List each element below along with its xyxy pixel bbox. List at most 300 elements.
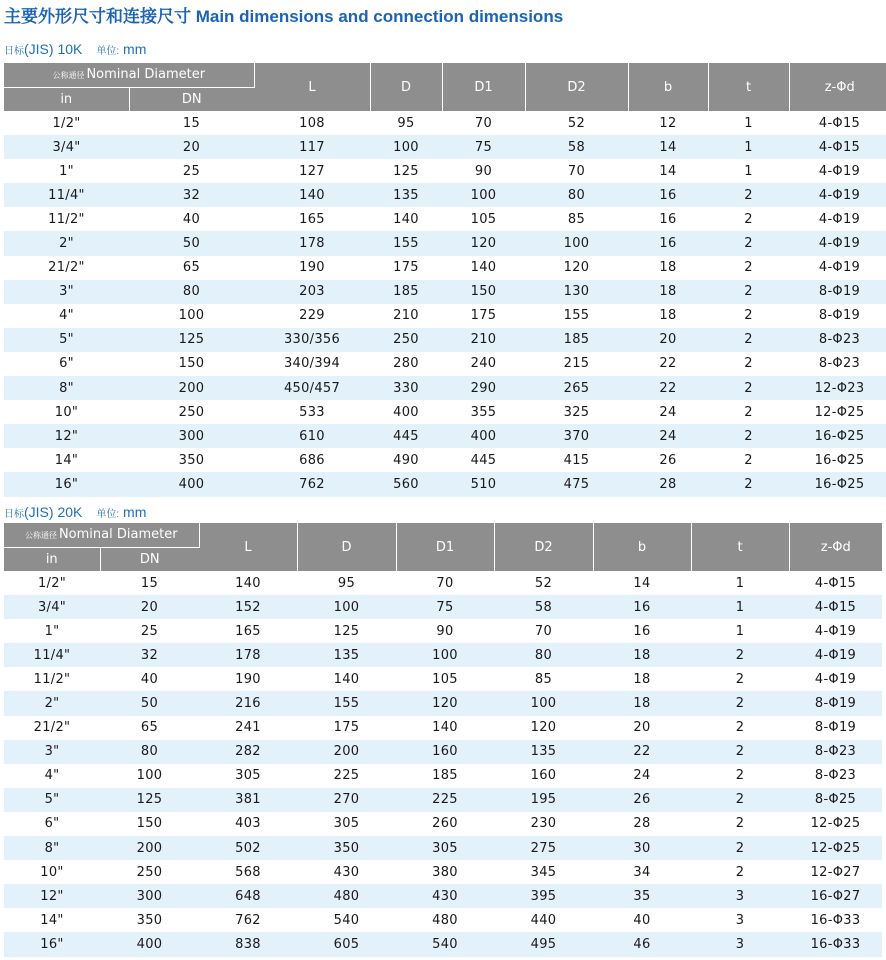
table-cell: 155 xyxy=(563,308,590,324)
table-cell: 210 xyxy=(442,328,525,352)
table-row xyxy=(4,595,882,619)
table-cell: 270 xyxy=(297,788,396,812)
col-header-dn: DN xyxy=(100,547,199,571)
table-cell: 70 xyxy=(436,575,454,591)
table-cell: 250 xyxy=(178,404,205,420)
table-cell: 16-Φ33 xyxy=(789,932,882,956)
table-cell: 125 xyxy=(129,328,254,352)
table-cell: 540 xyxy=(396,932,494,956)
table-cell: 25 xyxy=(140,623,159,639)
table-cell: 290 xyxy=(442,376,525,400)
nominal-diameter-header: 公称通径 Nominal Diameter xyxy=(4,523,199,547)
col-header-in: in xyxy=(4,87,129,111)
table-cell: 4-Φ19 xyxy=(789,643,882,667)
table-cell: 540 xyxy=(333,912,360,928)
table-row xyxy=(4,932,882,956)
table-cell: 140 xyxy=(235,575,261,591)
table-cell: 1 xyxy=(708,135,789,159)
table-cell: 4-Φ15 xyxy=(814,575,857,591)
nominal-diameter-header: 公称通径 Nominal Diameter xyxy=(4,63,254,87)
table-row xyxy=(4,836,882,860)
table-cell: 605 xyxy=(297,932,396,956)
table-cell: 12" xyxy=(4,424,129,448)
table-cell: 16 xyxy=(628,231,708,255)
table-cell: 14" xyxy=(54,452,79,468)
table-cell: 3/4" xyxy=(4,135,129,159)
table-cell: 1" xyxy=(44,623,60,639)
table-cell: 502 xyxy=(199,836,297,860)
table-cell: 241 xyxy=(235,720,261,736)
table-cell: 4-Φ15 xyxy=(818,115,861,131)
table-cell: 4-Φ19 xyxy=(818,260,861,276)
table-cell: 185 xyxy=(432,768,458,784)
table-cell: 280 xyxy=(393,356,419,372)
table-cell: 4-Φ15 xyxy=(789,135,886,159)
table-row xyxy=(4,691,882,715)
table-cell: 32 xyxy=(129,183,254,207)
table-cell: 300 xyxy=(100,884,199,908)
table-cell: 178 xyxy=(254,231,370,255)
table-row xyxy=(4,740,882,764)
table-cell: 216 xyxy=(199,691,297,715)
table-cell: 30 xyxy=(593,836,691,860)
table-cell: 20 xyxy=(633,720,651,736)
table-cell: 225 xyxy=(396,788,494,812)
table-cell: 250 xyxy=(370,328,442,352)
table-cell: 2 xyxy=(708,280,789,304)
table-cell: 18 xyxy=(628,280,708,304)
table-row xyxy=(4,619,882,643)
table-cell: 4-Φ19 xyxy=(789,183,886,207)
table-cell: 510 xyxy=(442,472,525,496)
table-cell: 120 xyxy=(563,260,590,276)
table-cell: 26 xyxy=(659,452,677,468)
table-cell: 140 xyxy=(333,671,360,687)
table-cell: 200 xyxy=(100,836,199,860)
table-cell: 1/2" xyxy=(37,575,67,591)
table-row xyxy=(4,328,886,352)
table-cell: 250 xyxy=(136,864,163,880)
table-cell: 1 xyxy=(744,115,753,131)
table-cell: 165 xyxy=(235,623,261,639)
dimensions-table-10k xyxy=(4,63,882,497)
table-cell: 6" xyxy=(44,816,60,832)
table-cell: 203 xyxy=(254,280,370,304)
table-cell: 16-Φ25 xyxy=(814,452,865,468)
table-cell: 140 xyxy=(254,183,370,207)
table-cell: 85 xyxy=(567,211,586,227)
table-cell: 165 xyxy=(299,211,325,227)
table-cell: 24 xyxy=(628,424,708,448)
table-cell: 150 xyxy=(442,280,525,304)
dimensions-table-20k xyxy=(4,523,882,957)
table-cell: 16 xyxy=(628,183,708,207)
table-cell: 8-Φ23 xyxy=(814,768,857,784)
page-title: 主要外形尺寸和连接尺寸 Main dimensions and connection dimensions xyxy=(4,7,564,26)
table-row xyxy=(4,667,882,691)
table-row xyxy=(4,424,886,448)
table-row xyxy=(4,764,882,788)
table-cell: 185 xyxy=(525,328,628,352)
table-cell: 8-Φ23 xyxy=(789,328,886,352)
table-cell: 52 xyxy=(534,575,553,591)
table-cell: 100 xyxy=(525,231,628,255)
table-cell: 190 xyxy=(299,260,325,276)
table-cell: 16" xyxy=(4,472,129,496)
table-cell: 2 xyxy=(744,356,753,372)
table-cell: 120 xyxy=(396,691,494,715)
table-cell: 127 xyxy=(299,163,325,179)
table-cell: 1" xyxy=(59,163,74,179)
table-row xyxy=(4,472,886,496)
table-cell: 125 xyxy=(100,788,199,812)
table-cell: 4-Φ15 xyxy=(789,595,882,619)
table-cell: 105 xyxy=(432,671,458,687)
table-cell: 11/2" xyxy=(33,671,71,687)
table-cell: 8-Φ23 xyxy=(789,740,882,764)
table-cell: 20 xyxy=(129,135,254,159)
table-cell: 762 xyxy=(254,472,370,496)
table-row xyxy=(4,908,882,932)
table-cell: 568 xyxy=(235,864,261,880)
table-cell: 32 xyxy=(100,643,199,667)
table-cell: 215 xyxy=(563,356,590,372)
table-cell: 395 xyxy=(494,884,593,908)
table-cell: 2 xyxy=(744,308,753,324)
table-cell: 70 xyxy=(567,163,586,179)
table-cell: 5" xyxy=(4,328,129,352)
table-cell: 14 xyxy=(659,163,677,179)
unit-value: mm xyxy=(123,41,147,57)
table-cell: 8-Φ19 xyxy=(789,691,882,715)
table-cell: 175 xyxy=(393,260,419,276)
table-cell: 35 xyxy=(593,884,691,908)
table-cell: 8-Φ23 xyxy=(818,356,861,372)
col-header-bolts: z-Φd xyxy=(789,523,882,571)
table-cell: 400 xyxy=(393,404,419,420)
table-cell: 12-Φ25 xyxy=(789,836,882,860)
table-cell: 40 xyxy=(140,671,159,687)
table-cell: 560 xyxy=(370,472,442,496)
table-cell: 350 xyxy=(178,452,205,468)
table-row xyxy=(4,256,886,280)
table-cell: 80 xyxy=(494,643,593,667)
col-header-b: b xyxy=(593,523,691,571)
table-cell: 8" xyxy=(4,836,100,860)
table-cell: 3 xyxy=(735,912,745,928)
table-cell: 135 xyxy=(494,740,593,764)
table-cell: 1 xyxy=(735,575,745,591)
table-cell: 40 xyxy=(633,912,651,928)
table-cell: 18 xyxy=(633,671,651,687)
table-cell: 495 xyxy=(494,932,593,956)
table-cell: 160 xyxy=(530,768,557,784)
table-row xyxy=(4,812,882,836)
table-cell: 100 xyxy=(442,183,525,207)
table-cell: 8-Φ25 xyxy=(789,788,882,812)
table-cell: 3 xyxy=(691,932,789,956)
table-row xyxy=(4,135,886,159)
table-cell: 100 xyxy=(370,135,442,159)
unit-label: 单位: xyxy=(96,509,120,520)
table-cell: 178 xyxy=(199,643,297,667)
table-cell: 12-Φ25 xyxy=(814,404,865,420)
table-cell: 200 xyxy=(129,376,254,400)
table-cell: 415 xyxy=(563,452,590,468)
table-cell: 1 xyxy=(691,595,789,619)
table-cell: 450/457 xyxy=(254,376,370,400)
table-cell: 135 xyxy=(297,643,396,667)
table-cell: 2 xyxy=(744,211,753,227)
table-cell: 480 xyxy=(432,912,458,928)
table-cell: 400 xyxy=(129,472,254,496)
col-header-d2: D2 xyxy=(525,63,628,111)
table-cell: 108 xyxy=(299,115,325,131)
table-cell: 350 xyxy=(297,836,396,860)
col-header-l: L xyxy=(254,63,370,111)
table-cell: 18 xyxy=(593,643,691,667)
table-cell: 16-Φ25 xyxy=(789,424,886,448)
table-cell: 120 xyxy=(530,720,557,736)
table-cell: 28 xyxy=(633,816,651,832)
table-row xyxy=(4,643,882,667)
table-cell: 4" xyxy=(44,768,60,784)
table-cell: 8-Φ19 xyxy=(818,308,861,324)
table-cell: 22 xyxy=(593,740,691,764)
col-header-in: in xyxy=(4,547,100,571)
table-cell: 430 xyxy=(396,884,494,908)
table-cell: 40 xyxy=(182,211,201,227)
table-cell: 2 xyxy=(735,720,745,736)
table-cell: 4" xyxy=(59,308,74,324)
table-row xyxy=(4,304,886,328)
col-header-t: t xyxy=(691,523,789,571)
table-cell: 58 xyxy=(494,595,593,619)
table-cell: 2 xyxy=(735,671,745,687)
table-cell: 2 xyxy=(735,864,745,880)
table-row xyxy=(4,788,882,812)
table-cell: 95 xyxy=(397,115,415,131)
table-cell: 140 xyxy=(432,720,458,736)
table-cell: 305 xyxy=(235,768,261,784)
table-cell: 2 xyxy=(744,260,753,276)
table-cell: 305 xyxy=(333,816,360,832)
table-cell: 762 xyxy=(235,912,261,928)
table-row xyxy=(4,448,886,472)
table-cell: 330/356 xyxy=(254,328,370,352)
col-header-d2: D2 xyxy=(494,523,593,571)
table-cell: 2 xyxy=(708,183,789,207)
table-cell: 265 xyxy=(525,376,628,400)
table-cell: 2 xyxy=(708,231,789,255)
col-header-d: D xyxy=(297,523,396,571)
unit-label: 单位: xyxy=(96,46,120,57)
table-cell: 95 xyxy=(337,575,356,591)
table-cell: 430 xyxy=(333,864,360,880)
table-cell: 2" xyxy=(4,231,129,255)
table-cell: 350 xyxy=(136,912,163,928)
table-cell: 52 xyxy=(567,115,586,131)
table-cell: 125 xyxy=(333,623,360,639)
table-cell: 185 xyxy=(370,280,442,304)
table-caption-20k xyxy=(4,503,146,521)
table-cell: 150 xyxy=(136,816,163,832)
table-cell: 610 xyxy=(254,424,370,448)
table-cell: 175 xyxy=(470,308,497,324)
unit-value: mm xyxy=(123,504,147,520)
table-cell: 400 xyxy=(442,424,525,448)
table-cell: 140 xyxy=(393,211,419,227)
table-row xyxy=(4,280,886,304)
table-cell: 2 xyxy=(691,643,789,667)
table-cell: 4-Φ19 xyxy=(789,231,886,255)
table-cell: 12-Φ23 xyxy=(789,376,886,400)
table-cell: 1 xyxy=(744,163,753,179)
table-cell: 20 xyxy=(100,595,199,619)
table-cell: 325 xyxy=(563,404,590,420)
table-cell: 3 xyxy=(691,884,789,908)
table-cell: 10" xyxy=(40,864,64,880)
std-prefix: 日标 xyxy=(4,509,24,520)
standard-label: (JIS) 10K xyxy=(24,41,83,57)
table-cell: 117 xyxy=(254,135,370,159)
table-cell: 65 xyxy=(140,720,159,736)
table-cell: 22 xyxy=(659,356,677,372)
table-cell: 838 xyxy=(199,932,297,956)
table-cell: 50 xyxy=(100,691,199,715)
table-cell: 75 xyxy=(442,135,525,159)
table-cell: 75 xyxy=(396,595,494,619)
table-cell: 2 xyxy=(708,472,789,496)
table-row xyxy=(4,159,886,183)
table-cell: 80 xyxy=(129,280,254,304)
table-cell: 275 xyxy=(494,836,593,860)
table-cell: 195 xyxy=(494,788,593,812)
std-prefix: 日标 xyxy=(4,46,24,57)
table-row xyxy=(4,716,882,740)
table-row xyxy=(4,352,886,376)
table-cell: 6" xyxy=(59,356,74,372)
table-cell: 340/394 xyxy=(283,356,341,372)
table-cell: 24 xyxy=(659,404,677,420)
table-cell: 12-Φ27 xyxy=(810,864,861,880)
table-cell: 11/4" xyxy=(4,643,100,667)
table-cell: 229 xyxy=(299,308,325,324)
table-cell: 4-Φ19 xyxy=(814,671,857,687)
col-header-d: D xyxy=(370,63,442,111)
table-caption-10k xyxy=(4,40,146,58)
table-cell: 10" xyxy=(54,404,79,420)
table-cell: 16 xyxy=(593,595,691,619)
table-cell: 400 xyxy=(100,932,199,956)
table-cell: 12-Φ25 xyxy=(810,816,861,832)
table-cell: 2 xyxy=(691,788,789,812)
table-cell: 11/4" xyxy=(4,183,129,207)
col-header-dn: DN xyxy=(129,87,254,111)
table-cell: 2 xyxy=(744,452,753,468)
table-cell: 18 xyxy=(593,691,691,715)
table-cell: 2 xyxy=(691,740,789,764)
table-cell: 140 xyxy=(470,260,497,276)
table-cell: 2 xyxy=(708,376,789,400)
table-cell: 300 xyxy=(129,424,254,448)
table-cell: 1/2" xyxy=(52,115,81,131)
table-cell: 100 xyxy=(297,595,396,619)
table-cell: 155 xyxy=(370,231,442,255)
table-row xyxy=(4,183,886,207)
table-row xyxy=(4,111,886,135)
table-cell: 14 xyxy=(628,135,708,159)
table-cell: 70 xyxy=(474,115,493,131)
table-row xyxy=(4,207,886,231)
table-cell: 533 xyxy=(299,404,325,420)
table-cell: 2 xyxy=(708,328,789,352)
col-header-d1: D1 xyxy=(442,63,525,111)
table-cell: 16-Φ33 xyxy=(810,912,861,928)
table-cell: 8-Φ19 xyxy=(814,720,857,736)
table-cell: 3/4" xyxy=(4,595,100,619)
table-cell: 345 xyxy=(530,864,557,880)
table-cell: 175 xyxy=(333,720,360,736)
table-row xyxy=(4,571,882,595)
table-cell: 90 xyxy=(436,623,454,639)
table-cell: 305 xyxy=(396,836,494,860)
table-cell: 2 xyxy=(744,404,753,420)
table-cell: 2 xyxy=(691,836,789,860)
table-cell: 15 xyxy=(182,115,201,131)
table-cell: 240 xyxy=(470,356,497,372)
table-cell: 16-Φ25 xyxy=(789,472,886,496)
table-cell: 225 xyxy=(333,768,360,784)
table-cell: 475 xyxy=(525,472,628,496)
table-cell: 80 xyxy=(525,183,628,207)
table-cell: 2 xyxy=(691,691,789,715)
table-cell: 8" xyxy=(4,376,129,400)
table-cell: 4-Φ19 xyxy=(818,163,861,179)
table-cell: 230 xyxy=(530,816,557,832)
table-cell: 70 xyxy=(534,623,553,639)
table-cell: 403 xyxy=(235,816,261,832)
table-cell: 16 xyxy=(633,623,651,639)
table-cell: 5" xyxy=(4,788,100,812)
table-cell: 150 xyxy=(178,356,205,372)
table-cell: 46 xyxy=(593,932,691,956)
table-cell: 3" xyxy=(4,740,100,764)
col-header-bolts: z-Φd xyxy=(789,63,886,111)
table-cell: 11/2" xyxy=(48,211,85,227)
table-cell: 282 xyxy=(199,740,297,764)
table-row xyxy=(4,884,882,908)
table-cell: 260 xyxy=(432,816,458,832)
table-cell: 490 xyxy=(393,452,419,468)
table-cell: 25 xyxy=(182,163,201,179)
table-cell: 50 xyxy=(129,231,254,255)
table-row xyxy=(4,231,886,255)
table-cell: 130 xyxy=(525,280,628,304)
col-header-t: t xyxy=(708,63,789,111)
table-cell: 21/2" xyxy=(48,260,85,276)
col-header-l: L xyxy=(199,523,297,571)
table-cell: 22 xyxy=(628,376,708,400)
table-cell: 16 xyxy=(659,211,677,227)
table-cell: 686 xyxy=(299,452,325,468)
table-cell: 160 xyxy=(396,740,494,764)
table-cell: 152 xyxy=(199,595,297,619)
table-cell: 16-Φ27 xyxy=(789,884,882,908)
standard-label: (JIS) 20K xyxy=(24,504,83,520)
table-cell: 58 xyxy=(525,135,628,159)
table-cell: 440 xyxy=(530,912,557,928)
